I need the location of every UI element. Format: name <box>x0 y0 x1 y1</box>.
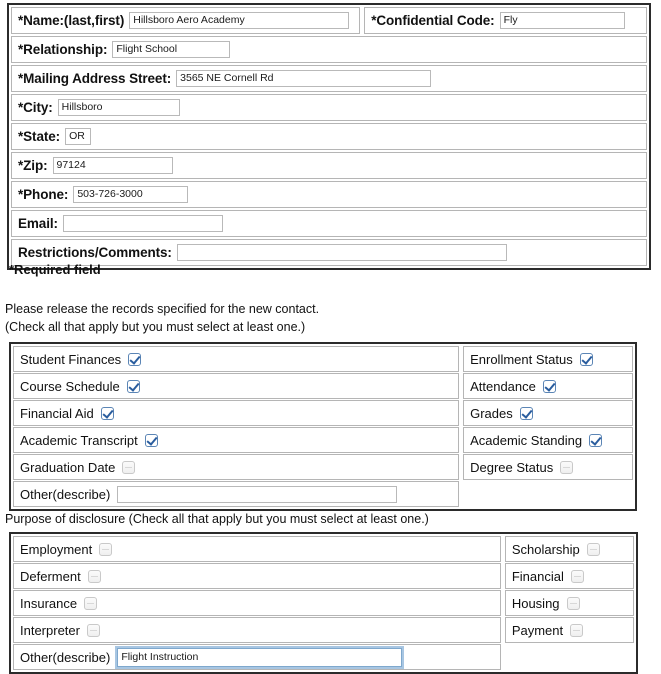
cell-employment[interactable] <box>13 536 501 562</box>
city-input[interactable] <box>58 99 180 116</box>
interpreter-checkbox[interactable] <box>87 624 100 637</box>
deferment-label: Deferment <box>20 568 81 584</box>
table-row <box>13 590 634 616</box>
phone-label: *Phone: <box>18 187 69 202</box>
cell-other-describe <box>13 644 501 670</box>
employment-label: Employment <box>20 541 93 557</box>
degree-status-checkbox[interactable] <box>560 461 573 474</box>
housing-checkbox[interactable] <box>567 597 580 610</box>
form-row-zip <box>11 152 647 179</box>
release-intro-line-2: (Check all that apply but you must select at least one.) <box>5 320 306 334</box>
relationship-label: *Relationship: <box>18 42 108 57</box>
enrollment-status-label: Enrollment Status <box>470 351 573 367</box>
table-row <box>13 346 633 372</box>
cell-interpreter[interactable] <box>13 617 501 643</box>
grades-checkbox[interactable] <box>520 407 533 420</box>
form-row-phone <box>11 181 647 208</box>
scholarship-label: Scholarship <box>511 541 580 557</box>
course-schedule-checkbox[interactable] <box>127 380 140 393</box>
attendance-checkbox[interactable] <box>543 380 556 393</box>
cell-spacer <box>463 481 633 507</box>
email-input[interactable] <box>63 215 223 232</box>
insurance-label: Insurance <box>20 595 78 611</box>
cell-graduation-date[interactable] <box>13 454 459 480</box>
form-row-city <box>11 94 647 121</box>
scholarship-checkbox[interactable] <box>587 543 600 556</box>
mailing-address-street-input[interactable] <box>176 70 431 87</box>
insurance-checkbox[interactable] <box>84 597 97 610</box>
form-row-mailing-address-street <box>11 65 647 92</box>
payment-checkbox[interactable] <box>570 624 583 637</box>
cell-payment[interactable] <box>505 617 634 643</box>
cell-academic-transcript[interactable] <box>13 427 459 453</box>
state-input[interactable] <box>65 128 91 145</box>
form-row-email <box>11 210 647 237</box>
zip-input[interactable] <box>53 157 173 174</box>
email-label: Email: <box>18 216 58 231</box>
enrollment-status-checkbox[interactable] <box>580 353 593 366</box>
course-schedule-label: Course Schedule <box>20 378 120 394</box>
mailing-address-street-label: *Mailing Address Street: <box>18 71 172 86</box>
table-row <box>13 563 634 589</box>
zip-label: *Zip: <box>18 158 48 173</box>
table-row-other <box>13 481 633 507</box>
financial-checkbox[interactable] <box>571 570 584 583</box>
grades-label: Grades <box>470 405 513 421</box>
form-row-relationship <box>11 36 647 63</box>
student-finances-label: Student Finances <box>20 351 122 367</box>
financial-label: Financial <box>511 568 564 584</box>
academic-standing-checkbox[interactable] <box>589 434 602 447</box>
cell-housing[interactable] <box>505 590 634 616</box>
cell-degree-status[interactable] <box>463 454 633 480</box>
table-row <box>13 454 633 480</box>
cell-other-describe <box>13 481 459 507</box>
cell-financial[interactable] <box>505 563 634 589</box>
cell-financial-aid[interactable] <box>13 400 459 426</box>
payment-label: Payment <box>511 622 564 638</box>
student-finances-checkbox[interactable] <box>128 353 141 366</box>
academic-transcript-checkbox[interactable] <box>145 434 158 447</box>
records-release-table <box>9 342 637 511</box>
employment-checkbox[interactable] <box>99 543 112 556</box>
name-input[interactable] <box>129 12 349 29</box>
cell-scholarship[interactable] <box>505 536 634 562</box>
form-cell-confidential-code <box>364 7 647 34</box>
interpreter-label: Interpreter <box>20 622 80 638</box>
confidential-code-label: *Confidential Code: <box>371 13 495 28</box>
other-describe-label: Other(describe) <box>20 649 111 665</box>
purpose-of-disclosure-table <box>9 532 638 674</box>
purpose-table-other-describe-input[interactable] <box>117 648 402 667</box>
table-row <box>13 427 633 453</box>
graduation-date-label: Graduation Date <box>20 459 116 475</box>
restrictions-comments-label: Restrictions/Comments: <box>18 245 172 260</box>
financial-aid-label: Financial Aid <box>20 405 94 421</box>
deferment-checkbox[interactable] <box>88 570 101 583</box>
restrictions-comments-input[interactable] <box>177 244 507 261</box>
cell-attendance[interactable] <box>463 373 633 399</box>
cell-insurance[interactable] <box>13 590 501 616</box>
release-intro-line-1: Please release the records specified for the new contact. <box>5 302 320 316</box>
degree-status-label: Degree Status <box>470 459 554 475</box>
records-table-other-describe-input[interactable] <box>117 486 397 503</box>
academic-transcript-label: Academic Transcript <box>20 432 138 448</box>
form-row-state <box>11 123 647 150</box>
cell-spacer <box>505 644 634 670</box>
graduation-date-checkbox[interactable] <box>122 461 135 474</box>
state-label: *State: <box>18 129 61 144</box>
cell-course-schedule[interactable] <box>13 373 459 399</box>
name-label: *Name:(last,first) <box>18 13 125 28</box>
attendance-label: Attendance <box>470 378 536 394</box>
other-describe-label: Other(describe) <box>20 486 111 502</box>
form-row <box>11 7 647 34</box>
cell-enrollment-status[interactable] <box>463 346 633 372</box>
table-row <box>13 400 633 426</box>
form-row-restrictions-comments <box>11 239 647 266</box>
table-row-other <box>13 644 634 670</box>
phone-input[interactable] <box>73 186 188 203</box>
table-row <box>13 617 634 643</box>
cell-grades[interactable] <box>463 400 633 426</box>
purpose-intro: Purpose of disclosure (Check all that apply but you must select at least one.) <box>5 512 429 526</box>
cell-deferment[interactable] <box>13 563 501 589</box>
table-row <box>13 373 633 399</box>
cell-student-finances[interactable] <box>13 346 459 372</box>
cell-academic-standing[interactable] <box>463 427 633 453</box>
required-field-note: *Required field <box>9 262 101 277</box>
contact-information-table <box>7 3 651 270</box>
city-label: *City: <box>18 100 53 115</box>
housing-label: Housing <box>511 595 560 611</box>
table-row <box>13 536 634 562</box>
relationship-input[interactable] <box>112 41 230 58</box>
form-cell-name <box>11 7 360 34</box>
academic-standing-label: Academic Standing <box>470 432 583 448</box>
confidential-code-input[interactable] <box>500 12 625 29</box>
financial-aid-checkbox[interactable] <box>101 407 114 420</box>
